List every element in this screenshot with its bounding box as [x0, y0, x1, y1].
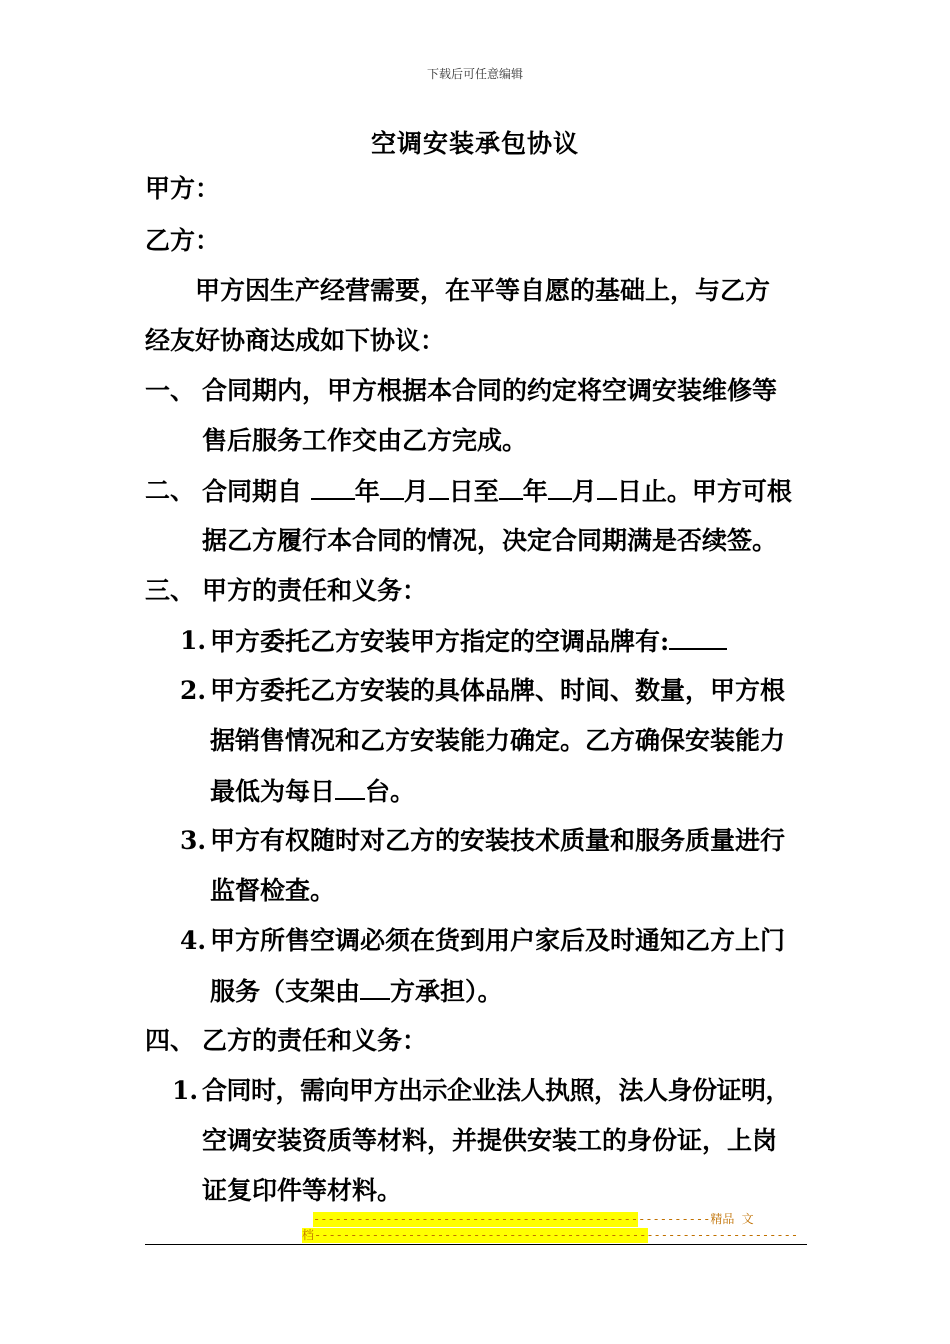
s3-item-3-line-1: 甲方有权随时对乙方的安装技术质量和服务质量进行 [210, 826, 786, 855]
blank-end-day [597, 476, 617, 500]
blank-end-month [548, 476, 572, 500]
s3-item-1-number: 1. [180, 626, 207, 655]
s2-text-3: 月 [403, 477, 429, 506]
s3-item-4-number: 4. [180, 926, 207, 955]
s3-item-3-number: 3. [180, 826, 207, 855]
s3-item-3-line-2: 监督检查。 [210, 876, 336, 905]
footer-watermark-line-1: -------------------------------------------------------精品 文 [313, 1212, 754, 1226]
s3-item-1-line [210, 626, 727, 657]
s3-item-4-line-2 [210, 976, 503, 1007]
blank-end-year [499, 476, 523, 500]
blank-start-month [380, 476, 404, 500]
intro-line-1: 甲方因生产经营需要，在平等自愿的基础上，与乙方 [195, 276, 771, 305]
s3-item-2-line-2: 据销售情况和乙方安装能力确定。乙方确保安装能力 [210, 726, 786, 755]
section-2-line-2: 据乙方履行本合同的情况，决定合同期满是否续签。 [202, 526, 778, 555]
s2-text-4: 日至 [448, 477, 499, 506]
section-1-line-1: 合同期内，甲方根据本合同的约定将空调安装维修等 [202, 376, 778, 405]
section-4-heading: 乙方的责任和义务： [202, 1026, 428, 1055]
section-1-marker: 一、 [145, 376, 196, 405]
s3-item-4-text-b: 方承担）。 [390, 977, 503, 1006]
s2-text-5: 年 [522, 477, 548, 506]
section-3-marker: 三、 [145, 576, 196, 605]
footer-watermark-line-2: 档------------------------------------------------------------------- [302, 1228, 799, 1242]
party-a-label: 甲方： [145, 174, 221, 203]
section-1-line-2: 售后服务工作交由乙方完成。 [202, 426, 528, 455]
s3-item-4-line-1: 甲方所售空调必须在货到用户家后及时通知乙方上门 [210, 926, 786, 955]
s4-item-1-number: 1. [172, 1076, 199, 1105]
blank-bracket-party [360, 976, 390, 1000]
intro-line-2: 经友好协商达成如下协议： [145, 326, 446, 355]
party-b-label: 乙方： [145, 226, 221, 255]
s2-text-2: 年 [354, 477, 380, 506]
blank-daily-units [335, 776, 365, 800]
s3-item-1-text: 甲方委托乙方安装甲方指定的空调品牌有: [210, 627, 670, 656]
s4-item-1-line-1: 合同时，需向甲方出示企业法人执照，法人身份证明， [202, 1076, 791, 1105]
s2-text-1: 合同期自 [202, 477, 303, 506]
s2-text-7: 日止。甲方可根 [616, 477, 792, 506]
section-2-line-1 [202, 476, 792, 507]
section-3-heading: 甲方的责任和义务： [202, 576, 428, 605]
footer-rule [145, 1244, 807, 1245]
s3-item-2-number: 2. [180, 676, 207, 705]
blank-start-day [429, 476, 449, 500]
section-4-marker: 四、 [145, 1026, 196, 1055]
blank-start-year [311, 476, 355, 500]
header-note: 下载后可任意编辑 [426, 67, 523, 81]
document-title: 空调安装承包协议 [370, 129, 579, 158]
s3-item-2-line-3 [210, 776, 415, 807]
s3-item-2-text-b: 台。 [365, 777, 416, 806]
section-2-marker: 二、 [145, 476, 196, 505]
s3-item-2-line-1: 甲方委托乙方安装的具体品牌、时间、数量，甲方根 [210, 676, 786, 705]
s3-item-2-text-a: 最低为每日 [210, 777, 336, 806]
blank-brand [669, 626, 727, 650]
s4-item-1-line-2: 空调安装资质等材料，并提供安装工的身份证，上岗 [202, 1126, 778, 1155]
s4-item-1-line-3: 证复印件等材料。 [202, 1176, 403, 1205]
s2-text-6: 月 [571, 477, 597, 506]
s3-item-4-text-a: 服务（支架由 [210, 977, 361, 1006]
